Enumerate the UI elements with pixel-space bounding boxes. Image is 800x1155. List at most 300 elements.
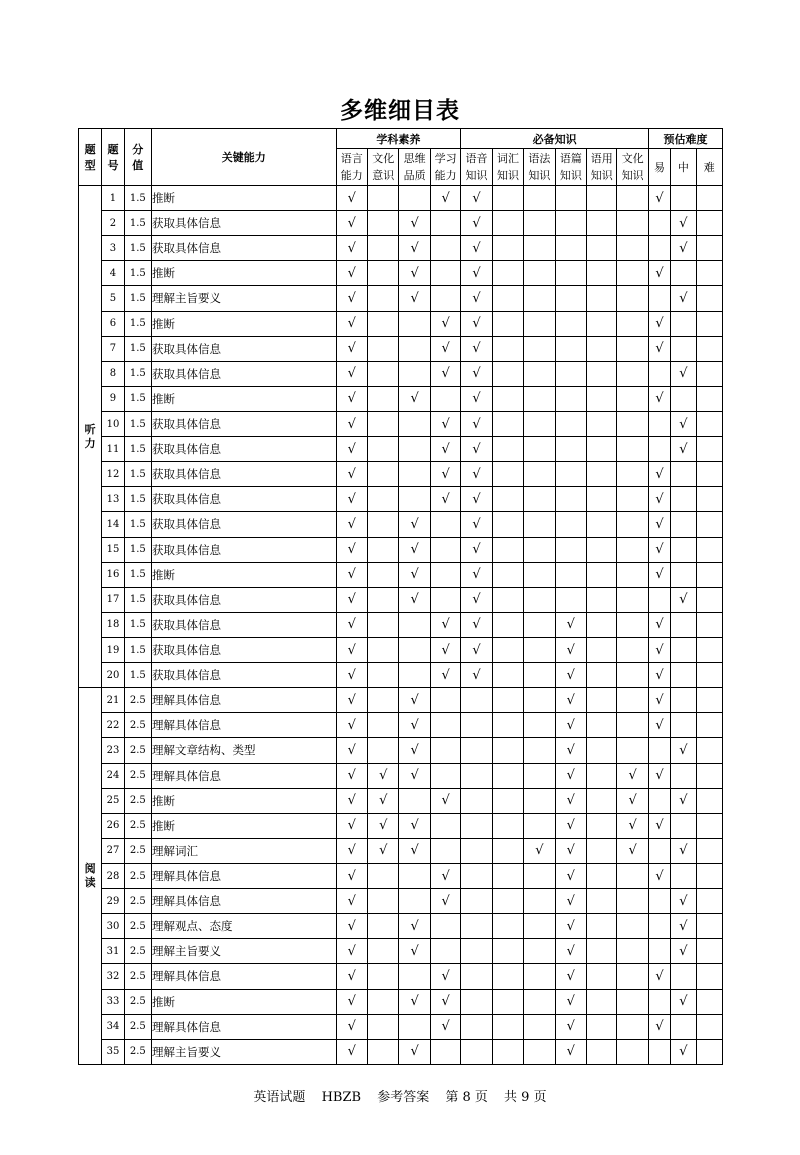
check-cell bbox=[648, 738, 670, 763]
check-cell bbox=[336, 688, 367, 713]
check-cell bbox=[587, 236, 617, 261]
check-cell bbox=[492, 989, 523, 1014]
key-ability-cell: 获取具体信息 bbox=[151, 236, 336, 261]
check-mark-icon: √ bbox=[472, 466, 481, 482]
check-cell bbox=[524, 236, 555, 261]
table-row bbox=[79, 311, 723, 336]
check-cell bbox=[648, 1014, 670, 1039]
check-cell bbox=[671, 838, 696, 863]
check-cell bbox=[696, 386, 722, 411]
check-mark-icon: √ bbox=[410, 717, 419, 733]
check-mark-icon: √ bbox=[566, 843, 575, 859]
check-cell bbox=[587, 386, 617, 411]
check-cell bbox=[336, 286, 367, 311]
score-cell: 1.5 bbox=[124, 637, 151, 662]
table-row bbox=[79, 537, 723, 562]
check-cell bbox=[696, 1014, 722, 1039]
check-cell bbox=[492, 236, 523, 261]
check-cell bbox=[524, 211, 555, 236]
question-number-cell: 14 bbox=[102, 512, 124, 537]
question-number-cell: 11 bbox=[102, 437, 124, 462]
check-mark-icon: √ bbox=[566, 617, 575, 633]
check-cell bbox=[336, 537, 367, 562]
score-cell: 2.5 bbox=[124, 989, 151, 1014]
key-ability-cell: 推断 bbox=[151, 813, 336, 838]
check-cell bbox=[617, 562, 648, 587]
key-ability-cell: 理解主旨要义 bbox=[151, 286, 336, 311]
check-mark-icon: √ bbox=[472, 642, 481, 658]
header-group-knowledge: 必备知识 bbox=[461, 129, 649, 149]
check-mark-icon: √ bbox=[347, 1019, 356, 1035]
check-mark-icon: √ bbox=[441, 441, 450, 457]
check-mark-icon: √ bbox=[410, 943, 419, 959]
check-cell bbox=[430, 688, 460, 713]
check-cell bbox=[648, 286, 670, 311]
check-cell bbox=[461, 487, 492, 512]
score-cell: 2.5 bbox=[124, 838, 151, 863]
check-mark-icon: √ bbox=[655, 818, 664, 834]
footer-total: 共 9 页 bbox=[504, 1090, 547, 1105]
check-cell bbox=[671, 261, 696, 286]
question-number-cell: 25 bbox=[102, 788, 124, 813]
check-cell bbox=[587, 286, 617, 311]
check-cell bbox=[336, 713, 367, 738]
key-ability-cell: 获取具体信息 bbox=[151, 336, 336, 361]
table-row bbox=[79, 437, 723, 462]
question-number-cell: 34 bbox=[102, 1014, 124, 1039]
header-easy: 易 bbox=[648, 149, 670, 186]
check-cell bbox=[430, 236, 460, 261]
check-cell bbox=[617, 889, 648, 914]
check-mark-icon: √ bbox=[347, 843, 356, 859]
question-number-cell: 3 bbox=[102, 236, 124, 261]
check-mark-icon: √ bbox=[679, 441, 688, 457]
check-cell bbox=[648, 437, 670, 462]
check-mark-icon: √ bbox=[679, 215, 688, 231]
check-mark-icon: √ bbox=[472, 341, 481, 357]
score-cell: 1.5 bbox=[124, 612, 151, 637]
score-cell: 1.5 bbox=[124, 411, 151, 436]
check-mark-icon: √ bbox=[472, 617, 481, 633]
score-cell: 2.5 bbox=[124, 939, 151, 964]
check-cell bbox=[399, 637, 430, 662]
check-cell bbox=[461, 688, 492, 713]
check-mark-icon: √ bbox=[472, 366, 481, 382]
check-cell bbox=[430, 311, 460, 336]
check-cell bbox=[336, 411, 367, 436]
check-mark-icon: √ bbox=[655, 516, 664, 532]
score-cell: 1.5 bbox=[124, 261, 151, 286]
check-cell bbox=[461, 939, 492, 964]
check-cell bbox=[587, 939, 617, 964]
check-cell bbox=[524, 838, 555, 863]
check-cell bbox=[555, 914, 586, 939]
check-cell bbox=[368, 939, 399, 964]
check-cell bbox=[399, 738, 430, 763]
check-mark-icon: √ bbox=[655, 667, 664, 683]
header-medium: 中 bbox=[671, 149, 696, 186]
check-mark-icon: √ bbox=[441, 968, 450, 984]
check-cell bbox=[461, 411, 492, 436]
check-mark-icon: √ bbox=[566, 667, 575, 683]
check-cell bbox=[524, 487, 555, 512]
header-cultural-awareness: 文化意识 bbox=[368, 149, 399, 186]
check-cell bbox=[430, 286, 460, 311]
check-cell bbox=[461, 336, 492, 361]
check-cell bbox=[617, 537, 648, 562]
question-number-cell: 27 bbox=[102, 838, 124, 863]
check-cell bbox=[336, 863, 367, 888]
score-cell: 2.5 bbox=[124, 763, 151, 788]
question-number-cell: 12 bbox=[102, 462, 124, 487]
check-mark-icon: √ bbox=[472, 592, 481, 608]
check-cell bbox=[368, 211, 399, 236]
check-cell bbox=[617, 989, 648, 1014]
check-cell bbox=[524, 386, 555, 411]
check-cell bbox=[399, 914, 430, 939]
check-cell bbox=[430, 663, 460, 688]
check-mark-icon: √ bbox=[472, 190, 481, 206]
check-cell bbox=[696, 336, 722, 361]
check-cell bbox=[671, 437, 696, 462]
check-cell bbox=[492, 562, 523, 587]
check-mark-icon: √ bbox=[655, 542, 664, 558]
header-group-difficulty: 预估难度 bbox=[648, 129, 722, 149]
question-number-cell: 26 bbox=[102, 813, 124, 838]
check-cell bbox=[555, 361, 586, 386]
check-cell bbox=[430, 1014, 460, 1039]
check-cell bbox=[671, 964, 696, 989]
check-cell bbox=[430, 763, 460, 788]
table-row bbox=[79, 838, 723, 863]
check-cell bbox=[492, 914, 523, 939]
check-cell bbox=[492, 838, 523, 863]
header-group-literacy: 学科素养 bbox=[336, 129, 461, 149]
question-number-cell: 21 bbox=[102, 688, 124, 713]
check-cell bbox=[336, 738, 367, 763]
check-cell bbox=[336, 236, 367, 261]
check-mark-icon: √ bbox=[347, 717, 356, 733]
check-cell bbox=[492, 788, 523, 813]
check-cell bbox=[430, 336, 460, 361]
check-cell bbox=[671, 487, 696, 512]
header-vocabulary: 词汇知识 bbox=[492, 149, 523, 186]
check-cell bbox=[492, 411, 523, 436]
check-cell bbox=[555, 738, 586, 763]
check-cell bbox=[399, 386, 430, 411]
check-cell bbox=[492, 1014, 523, 1039]
check-mark-icon: √ bbox=[472, 441, 481, 457]
check-cell bbox=[555, 637, 586, 662]
check-mark-icon: √ bbox=[347, 391, 356, 407]
check-mark-icon: √ bbox=[347, 617, 356, 633]
check-cell bbox=[430, 537, 460, 562]
check-cell bbox=[336, 838, 367, 863]
check-mark-icon: √ bbox=[410, 994, 419, 1010]
check-cell bbox=[587, 437, 617, 462]
check-mark-icon: √ bbox=[535, 843, 544, 859]
check-mark-icon: √ bbox=[410, 818, 419, 834]
check-cell bbox=[671, 914, 696, 939]
check-cell bbox=[696, 713, 722, 738]
check-cell bbox=[368, 663, 399, 688]
check-cell bbox=[587, 562, 617, 587]
question-number-cell: 22 bbox=[102, 713, 124, 738]
check-cell bbox=[587, 738, 617, 763]
check-cell bbox=[648, 763, 670, 788]
header-language-ability: 语言能力 bbox=[336, 149, 367, 186]
check-cell bbox=[368, 612, 399, 637]
check-mark-icon: √ bbox=[655, 491, 664, 507]
check-cell bbox=[399, 537, 430, 562]
check-cell bbox=[368, 261, 399, 286]
check-cell bbox=[524, 462, 555, 487]
check-mark-icon: √ bbox=[655, 717, 664, 733]
check-cell bbox=[587, 964, 617, 989]
check-cell bbox=[587, 838, 617, 863]
check-cell bbox=[555, 386, 586, 411]
check-cell bbox=[492, 386, 523, 411]
check-cell bbox=[648, 914, 670, 939]
check-cell bbox=[461, 889, 492, 914]
score-cell: 1.5 bbox=[124, 211, 151, 236]
check-cell bbox=[555, 788, 586, 813]
check-cell bbox=[587, 261, 617, 286]
table-row bbox=[79, 914, 723, 939]
check-mark-icon: √ bbox=[347, 240, 356, 256]
check-cell bbox=[336, 211, 367, 236]
check-cell bbox=[617, 186, 648, 211]
check-cell bbox=[461, 964, 492, 989]
check-cell bbox=[524, 763, 555, 788]
question-number-cell: 18 bbox=[102, 612, 124, 637]
table-row bbox=[79, 813, 723, 838]
check-cell bbox=[461, 713, 492, 738]
check-mark-icon: √ bbox=[347, 1044, 356, 1060]
check-cell bbox=[430, 437, 460, 462]
check-cell bbox=[617, 311, 648, 336]
check-cell bbox=[555, 587, 586, 612]
check-cell bbox=[336, 361, 367, 386]
check-cell bbox=[461, 914, 492, 939]
check-mark-icon: √ bbox=[628, 818, 637, 834]
check-cell bbox=[368, 386, 399, 411]
check-cell bbox=[648, 386, 670, 411]
table-row bbox=[79, 186, 723, 211]
check-cell bbox=[461, 211, 492, 236]
check-cell bbox=[524, 587, 555, 612]
check-cell bbox=[696, 587, 722, 612]
check-mark-icon: √ bbox=[566, 793, 575, 809]
check-cell bbox=[617, 437, 648, 462]
check-mark-icon: √ bbox=[655, 190, 664, 206]
section-type-cell bbox=[79, 688, 102, 1065]
check-mark-icon: √ bbox=[347, 968, 356, 984]
check-cell bbox=[555, 462, 586, 487]
check-cell bbox=[696, 261, 722, 286]
check-cell bbox=[696, 462, 722, 487]
check-cell bbox=[492, 336, 523, 361]
check-cell bbox=[555, 311, 586, 336]
question-number-cell: 35 bbox=[102, 1039, 124, 1064]
table-row bbox=[79, 1039, 723, 1064]
check-cell bbox=[368, 813, 399, 838]
check-cell bbox=[524, 537, 555, 562]
check-cell bbox=[336, 763, 367, 788]
check-cell bbox=[617, 663, 648, 688]
check-mark-icon: √ bbox=[655, 265, 664, 281]
check-cell bbox=[368, 562, 399, 587]
check-cell bbox=[492, 462, 523, 487]
table-row bbox=[79, 487, 723, 512]
check-mark-icon: √ bbox=[655, 617, 664, 633]
check-cell bbox=[696, 813, 722, 838]
check-cell bbox=[430, 964, 460, 989]
score-cell: 2.5 bbox=[124, 964, 151, 989]
check-cell bbox=[648, 939, 670, 964]
check-cell bbox=[461, 437, 492, 462]
key-ability-cell: 理解观点、态度 bbox=[151, 914, 336, 939]
check-cell bbox=[617, 738, 648, 763]
check-mark-icon: √ bbox=[347, 466, 356, 482]
check-cell bbox=[524, 688, 555, 713]
check-cell bbox=[587, 537, 617, 562]
check-cell bbox=[368, 286, 399, 311]
check-mark-icon: √ bbox=[655, 968, 664, 984]
check-cell bbox=[617, 914, 648, 939]
check-cell bbox=[524, 863, 555, 888]
check-mark-icon: √ bbox=[655, 868, 664, 884]
check-cell bbox=[524, 813, 555, 838]
check-cell bbox=[696, 512, 722, 537]
check-cell bbox=[555, 236, 586, 261]
key-ability-cell: 获取具体信息 bbox=[151, 361, 336, 386]
check-mark-icon: √ bbox=[566, 968, 575, 984]
check-cell bbox=[430, 361, 460, 386]
check-cell bbox=[671, 537, 696, 562]
check-cell bbox=[524, 1039, 555, 1064]
check-cell bbox=[587, 713, 617, 738]
check-cell bbox=[399, 186, 430, 211]
check-cell bbox=[617, 512, 648, 537]
score-cell: 1.5 bbox=[124, 236, 151, 261]
check-mark-icon: √ bbox=[347, 818, 356, 834]
check-cell bbox=[430, 939, 460, 964]
check-cell bbox=[399, 236, 430, 261]
check-cell bbox=[461, 537, 492, 562]
check-cell bbox=[696, 637, 722, 662]
key-ability-cell: 理解词汇 bbox=[151, 838, 336, 863]
check-cell bbox=[461, 1039, 492, 1064]
check-cell bbox=[587, 663, 617, 688]
check-cell bbox=[492, 863, 523, 888]
check-cell bbox=[524, 1014, 555, 1039]
check-cell bbox=[336, 1014, 367, 1039]
check-cell bbox=[555, 863, 586, 888]
check-cell bbox=[617, 964, 648, 989]
check-cell bbox=[524, 663, 555, 688]
header-score: 分值 bbox=[124, 129, 151, 186]
check-mark-icon: √ bbox=[347, 341, 356, 357]
check-cell bbox=[555, 512, 586, 537]
score-cell: 1.5 bbox=[124, 462, 151, 487]
check-cell bbox=[430, 211, 460, 236]
check-cell bbox=[587, 186, 617, 211]
check-cell bbox=[648, 537, 670, 562]
check-cell bbox=[555, 939, 586, 964]
check-mark-icon: √ bbox=[655, 768, 664, 784]
check-mark-icon: √ bbox=[410, 742, 419, 758]
check-mark-icon: √ bbox=[679, 994, 688, 1010]
check-cell bbox=[671, 1014, 696, 1039]
check-cell bbox=[399, 813, 430, 838]
question-number-cell: 7 bbox=[102, 336, 124, 361]
check-cell bbox=[555, 336, 586, 361]
table-row bbox=[79, 964, 723, 989]
check-cell bbox=[617, 688, 648, 713]
table-row bbox=[79, 612, 723, 637]
table-row bbox=[79, 889, 723, 914]
check-mark-icon: √ bbox=[655, 391, 664, 407]
check-cell bbox=[696, 537, 722, 562]
check-cell bbox=[430, 788, 460, 813]
check-mark-icon: √ bbox=[347, 491, 356, 507]
check-mark-icon: √ bbox=[379, 818, 388, 834]
check-cell bbox=[492, 612, 523, 637]
footer-page: 第 8 页 bbox=[445, 1090, 488, 1105]
check-mark-icon: √ bbox=[410, 918, 419, 934]
check-mark-icon: √ bbox=[566, 868, 575, 884]
check-cell bbox=[336, 813, 367, 838]
check-cell bbox=[430, 487, 460, 512]
check-mark-icon: √ bbox=[566, 642, 575, 658]
check-cell bbox=[648, 562, 670, 587]
footer-doc: 参考答案 bbox=[377, 1090, 430, 1105]
check-mark-icon: √ bbox=[566, 1044, 575, 1060]
check-cell bbox=[399, 261, 430, 286]
check-cell bbox=[587, 1014, 617, 1039]
table-row bbox=[79, 688, 723, 713]
check-cell bbox=[336, 336, 367, 361]
check-cell bbox=[671, 713, 696, 738]
check-cell bbox=[399, 688, 430, 713]
check-cell bbox=[368, 437, 399, 462]
check-cell bbox=[671, 1039, 696, 1064]
question-number-cell: 1 bbox=[102, 186, 124, 211]
check-cell bbox=[696, 1039, 722, 1064]
check-cell bbox=[430, 863, 460, 888]
check-cell bbox=[696, 437, 722, 462]
check-cell bbox=[555, 437, 586, 462]
check-mark-icon: √ bbox=[472, 290, 481, 306]
check-cell bbox=[617, 386, 648, 411]
check-cell bbox=[368, 863, 399, 888]
check-mark-icon: √ bbox=[655, 1019, 664, 1035]
table-row bbox=[79, 261, 723, 286]
check-cell bbox=[399, 336, 430, 361]
check-cell bbox=[399, 863, 430, 888]
check-mark-icon: √ bbox=[441, 617, 450, 633]
check-mark-icon: √ bbox=[472, 240, 481, 256]
check-cell bbox=[671, 386, 696, 411]
question-number-cell: 2 bbox=[102, 211, 124, 236]
check-mark-icon: √ bbox=[679, 240, 688, 256]
key-ability-cell: 推断 bbox=[151, 386, 336, 411]
question-number-cell: 19 bbox=[102, 637, 124, 662]
check-cell bbox=[368, 512, 399, 537]
check-mark-icon: √ bbox=[410, 391, 419, 407]
check-cell bbox=[336, 462, 367, 487]
